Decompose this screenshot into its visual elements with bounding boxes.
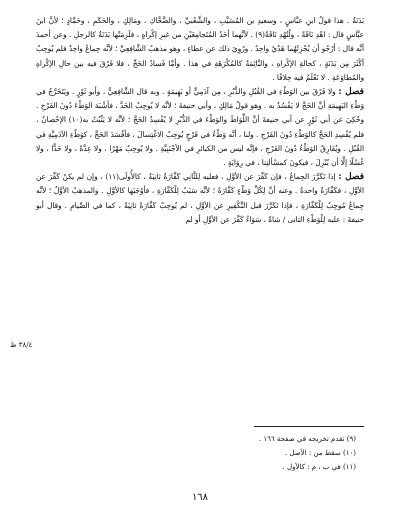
footnotes xyxy=(106,432,356,474)
footnote-11: (١١) في ب ، م : كالأول . xyxy=(282,463,356,471)
section-heading-fasl: فصل : xyxy=(338,172,364,183)
paragraph-2 xyxy=(36,85,364,170)
paragraph-2-text: ولا فَرْقَ بين الوَطْءِ في القُبُلِ والدُّبُرِ ، مِن آدَمِيٍّ أو بَهِيمَةٍ . وبه قال الشَّافِعِيُّ ، وأبو ثَوْرٍ . ويَتَخَرَّجُ في وَطْءِ البَهِيمَةِ أنَّ الحَجَّ لا يَفْسُدُ به . وهو قولُ مَالِكٍ ، وأبي حنيفةَ ؛ لأنَّه لا يُوجِبُ الحَدَّ ، فأشْبَهَ الوَطْءَ دُونَ الفَرْجِ . وحُكِيَ عن أبي ثَوْرٍ عن أبي حنيفةَ أنَّ اللِّوَاطَ والوَطْءَ في الدُّبُرِ لا يُفْسِدُ الحَجَّ ؛ لأنَّه لا يَثْبُتُ به(١٠) الإحْصانُ ، فلم يُفْسِدِ الحَجَّ كالوَطْءِ دُونَ الفَرْجِ . ولنا ، أنَّه وَطْءٌ في فَرْجٍ يُوجِبُ الاغْتِسالَ ، فأفْسَدَ الحَجَّ ، كوَطْءِ الآدَمِيَّةِ في القُبُلِ . ويُفَارِقُ الوَطْءُ دُونَ الفَرْجِ ، فإنَّه ليس من الكبائرِ في الأجْنَبِيَّةِ . ولا يُوجِبُ مَهْرًا ، ولا عِدَّةً ، ولا حَدًّا ، ولا غُسْلًا إلَّا أن يُنْزِلَ ، فيكونَ كمسْألتِنا ، في رِوَايَةٍ . xyxy=(36,87,364,168)
paragraph-1-text: بَدَنَةٌ . هذا قولُ ابنِ عبَّاسٍ ، وسعيدِ بن المُسَيَّبِ ، والشَّعْبيِّ ، والضَّحَّاكِ ، ومَالِكٍ ، والحَكَمِ ، وحَمَّادٍ ؛ لأنَّ ابنَ عبَّاسٍ قال : اهْدِ نَاقَةً ، ولْتُهْدِ نَاقَةً(٩) . لأنَّهما أحَدُ المُتَجامِعَيْنِ من غيرِ إكْراهٍ ، فلَزِمَتْها بَدَنَةٌ كالرجلِ . وعن أحمدَ أنَّه قال : أرْجُو أن يُجْزِئَهُما هَدْيٌ واحِدٌ . ورُوِيَ ذلك عن عطاءٍ ، وهو مذهبُ الشَّافِعِيِّ ؛ لأنَّه جِماعٌ واحِدٌ فلم يُوجِبْ أكْثَرَ مِن بَدَنَةٍ ، كحالةِ الإكْراهِ ، والنَّائِمَةُ كالمُكْرَهَةِ في هذا . وأمَّا فَسادُ الحَجِّ ، فلا فَرْقَ فيه بين حالِ الإكْراهِ والمُطاوَعَةِ . لا نَعْلَمُ فيه خِلافًا . xyxy=(36,16,364,82)
main-text-body xyxy=(36,14,364,227)
paragraph-1 xyxy=(36,14,364,85)
footnote-9: (٩) تقدم تخريجه في صفحة ١٦٦ . xyxy=(258,435,356,443)
manuscript-folio-reference: ٣٨/٤ ظ xyxy=(10,341,33,349)
page-number: ١٦٨ xyxy=(191,492,209,503)
paragraph-3 xyxy=(36,170,364,227)
footnote-divider xyxy=(254,426,364,427)
footnote-10: (١٠) سقط من : الأصل . xyxy=(284,449,356,457)
paragraph-3-text: إذا تَكَرَّرَ الجِماعُ ، فإن كَفَّرَ عن الأوَّلِ ، فعليه لِلثَّانِي كَفَّارَةٌ ثانِيَةٌ ، كالأُولَى(١١) ، وإن لم يكنْ كَفَّرَ عن الأوَّلِ ، فكَفَّارَةٌ واحدةٌ . وعنه أنَّ لِكُلِّ وَطْءٍ كَفَّارَةً ؛ لأنَّه سَبَبٌ لِلْكَفَّارَةِ ، فأوْجَبَها كالأوَّلِ . والمذهبُ الأوَّلُ ؛ لأنَّه جِماعٌ مُوجِبٌ لِلْكَفَّارَةِ ، فإذا تَكَرَّرَ قبل التَّكْفِيرِ عن الأوَّلِ ، لم يُوجِبْ كَفَّارَةً ثانِيَةً ، كما في الصِّيامِ . وقال أبو حنيفةَ : عليه لِلْوَطْءِ الثانى / شاةٌ ، سَوَاءٌ كَفَّرَ عن الأوَّلِ أو لم xyxy=(36,172,364,224)
section-heading-fasl: فصل : xyxy=(338,87,364,98)
